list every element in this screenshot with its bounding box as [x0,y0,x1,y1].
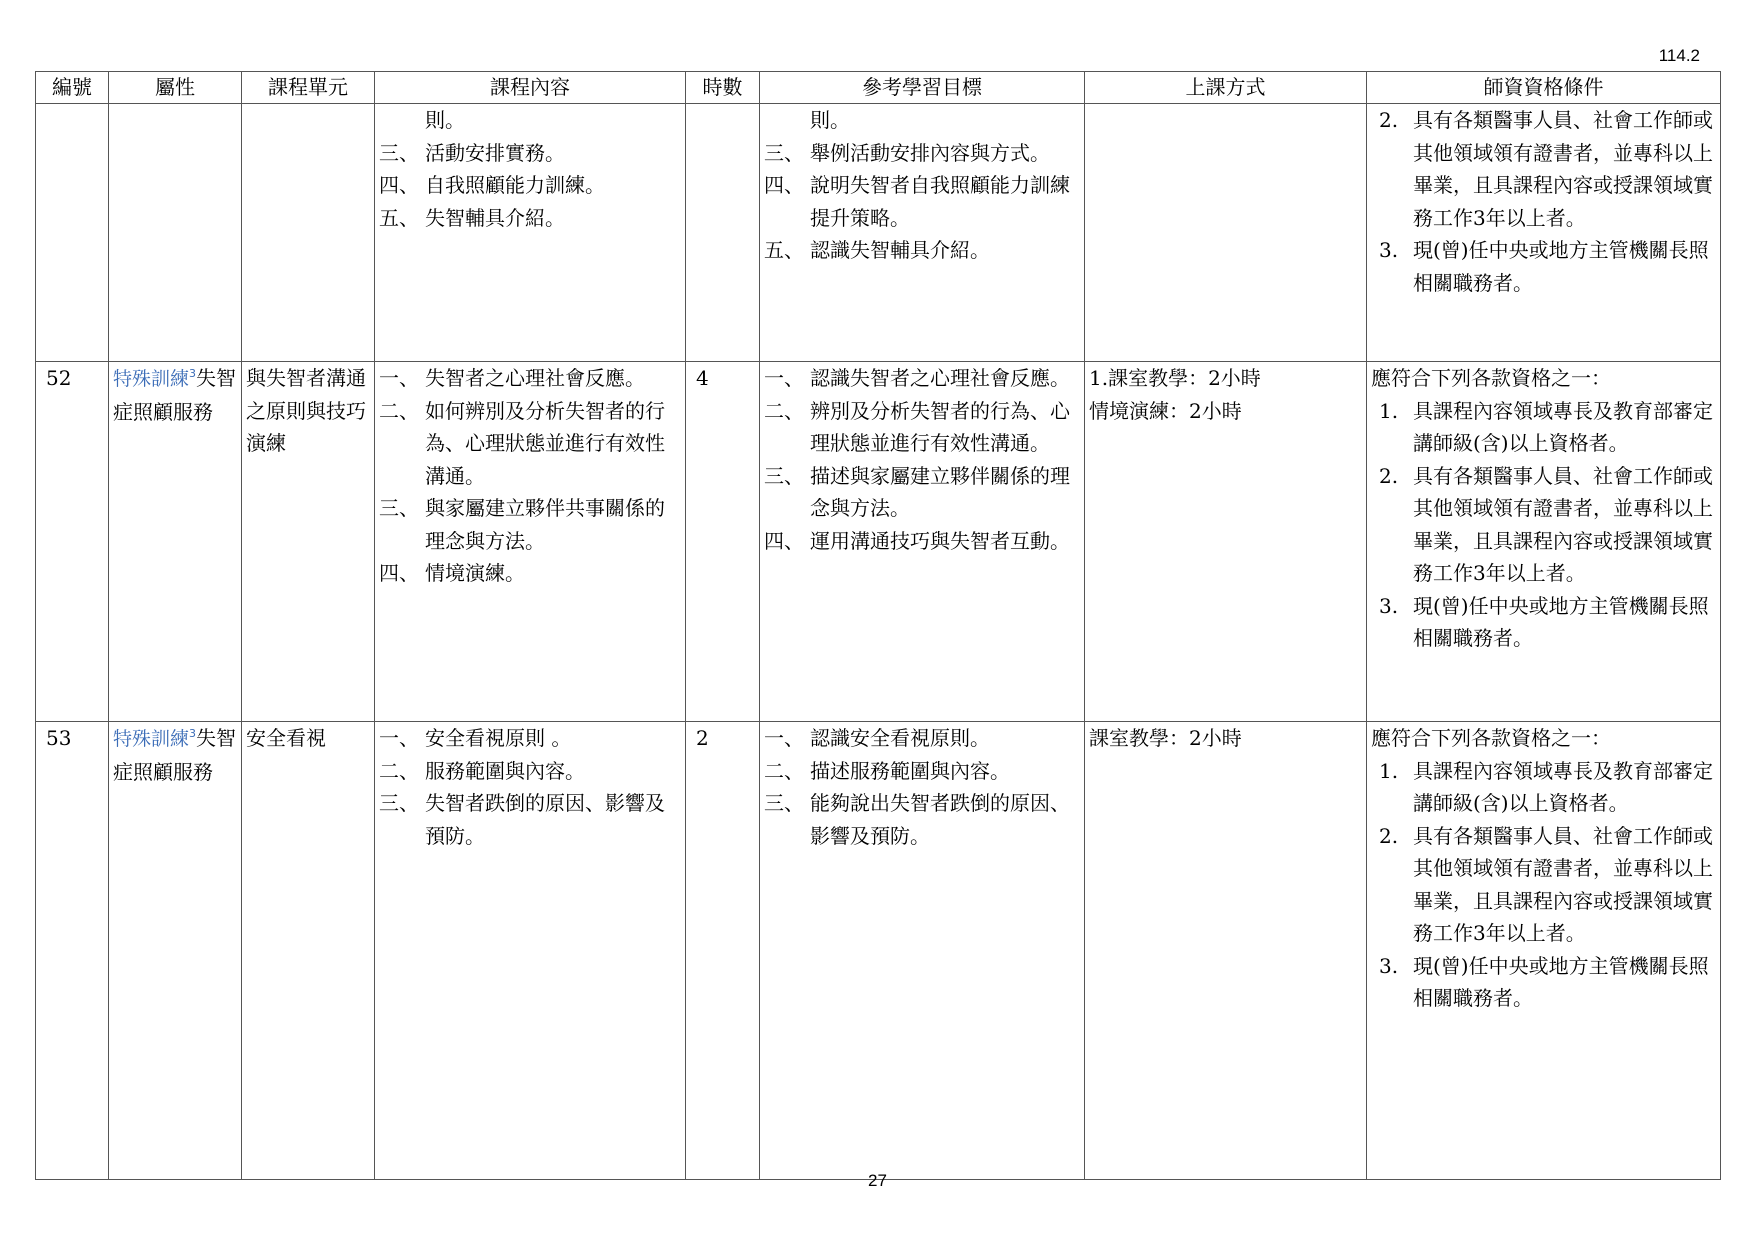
list-item: 二、 辨別及分析失智者的行為、心理狀態並進行有效性溝通。 [764,398,1070,455]
cell-no: 52 [36,362,109,722]
cell-objectives [760,362,1085,722]
list-item: 四、 情境演練。 [379,561,525,585]
list-item: 則。 [810,108,850,132]
cell-hours: 2 [686,722,760,1180]
qual-intro: 應符合下列各款資格之一： [1371,726,1611,750]
course-table [35,71,1721,1180]
cell-attr [109,722,242,1180]
table-row [36,722,1721,1180]
list-item: 一、 認識失智者之心理社會反應。 [764,366,1070,390]
list-item: 二、 描述服務範圍與內容。 [764,758,1010,783]
list-item: 三、 舉例活動安排內容與方式。 [764,140,1050,165]
cell-qualifications [1367,722,1721,1180]
document-version: 114.2 [1658,46,1700,65]
cell-objectives [760,722,1085,1180]
attr-link[interactable]: 特殊訓練$^3$ [113,727,197,750]
column-header: 上課方式 [1085,72,1367,104]
list-item: 五、 認識失智輔具介紹。 [764,238,990,262]
list-item: 1. 具課程內容領域專長及教育部審定講師級(含)以上資格者。 [1379,758,1713,815]
cell-qualifications [1367,104,1721,362]
attr-text: 失智症照顧服務 [113,366,237,424]
attr-text: 失智症照顧服務 [113,726,237,784]
list-item: 3. 現(曾)任中央或地方主管機關長照相關職務者。 [1379,593,1709,650]
list-item: 一、 失智者之心理社會反應。 [379,366,645,390]
list-item: 一、 認識安全看視原則。 [764,726,990,750]
cell-method [1085,722,1367,1180]
list-item: 三、 描述與家屬建立夥伴關係的理念與方法。 [764,463,1070,520]
table-row [36,362,1721,722]
list-item: 2. 具有各類醫事人員、社會工作師或其他領域領有證書者，並專科以上畢業，且具課程內容或授課領域實務工作3年以上者。 [1379,823,1713,945]
list-item: 三、 失智者跌倒的原因、影響及預防。 [379,791,665,848]
cell-hours [686,104,760,362]
cell-no: 53 [36,722,109,1180]
list-item: 2. 具有各類醫事人員、社會工作師或其他領域領有證書者，並專科以上畢業，且具課程內容或授課領域實務工作3年以上者。 [1379,108,1713,230]
list-item: 四、 運用溝通技巧與失智者互動。 [764,528,1070,553]
column-header: 編號 [36,72,109,104]
list-item: 一、 安全看視原則 。 [379,726,572,750]
list-item: 三、 與家屬建立夥伴共事關係的理念與方法。 [379,496,665,553]
cell-hours: 4 [686,362,760,722]
attr-link[interactable]: 特殊訓練$^3$ [113,367,197,390]
method-line: 1.課室教學：2小時 [1089,366,1261,390]
cell-unit [242,104,375,362]
cell-objectives [760,104,1085,362]
list-item: 三、 能夠說出失智者跌倒的原因、影響及預防。 [764,791,1070,848]
column-header: 屬性 [109,72,242,104]
footnote-ref: 3 [189,727,197,740]
column-header: 參考學習目標 [760,72,1085,104]
list-item: 二、 如何辨別及分析失智者的行為、心理狀態並進行有效性溝通。 [379,398,665,488]
qual-intro: 應符合下列各款資格之一： [1371,366,1611,390]
cell-content [375,722,686,1180]
footnote-ref: 3 [189,367,197,380]
list-item: 三、 活動安排實務。 [379,140,565,165]
column-header: 課程單元 [242,72,375,104]
page-number: 27 [868,1171,887,1190]
list-item: 四、 自我照顧能力訓練。 [379,173,605,197]
method-line: 情境演練：2小時 [1089,398,1242,423]
cell-attr [109,104,242,362]
table-row-continued [36,104,1721,362]
list-item: 四、 說明失智者自我照顧能力訓練提升策略。 [764,173,1070,230]
cell-method [1085,104,1367,362]
cell-unit: 安全看視 [242,722,375,1180]
cell-unit: 與失智者溝通之原則與技巧演練 [242,362,375,722]
list-item: 1. 具課程內容領域專長及教育部審定講師級(含)以上資格者。 [1379,398,1713,455]
cell-content [375,104,686,362]
list-item: 二、 服務範圍與內容。 [379,758,585,783]
column-header: 時數 [686,72,760,104]
table-header-row [36,72,1721,104]
list-item: 五、 失智輔具介紹。 [379,205,565,230]
cell-method [1085,362,1367,722]
list-item: 則。 [425,108,465,132]
cell-attr [109,362,242,722]
list-item: 2. 具有各類醫事人員、社會工作師或其他領域領有證書者，並專科以上畢業，且具課程內容或授課領域實務工作3年以上者。 [1379,463,1713,585]
list-item: 3. 現(曾)任中央或地方主管機關長照相關職務者。 [1379,953,1709,1010]
list-item: 3. 現(曾)任中央或地方主管機關長照相關職務者。 [1379,238,1709,295]
column-header: 師資資格條件 [1367,72,1721,104]
method-line: 課室教學：2小時 [1089,726,1242,750]
cell-content [375,362,686,722]
column-header: 課程內容 [375,72,686,104]
cell-no [36,104,109,362]
cell-qualifications [1367,362,1721,722]
